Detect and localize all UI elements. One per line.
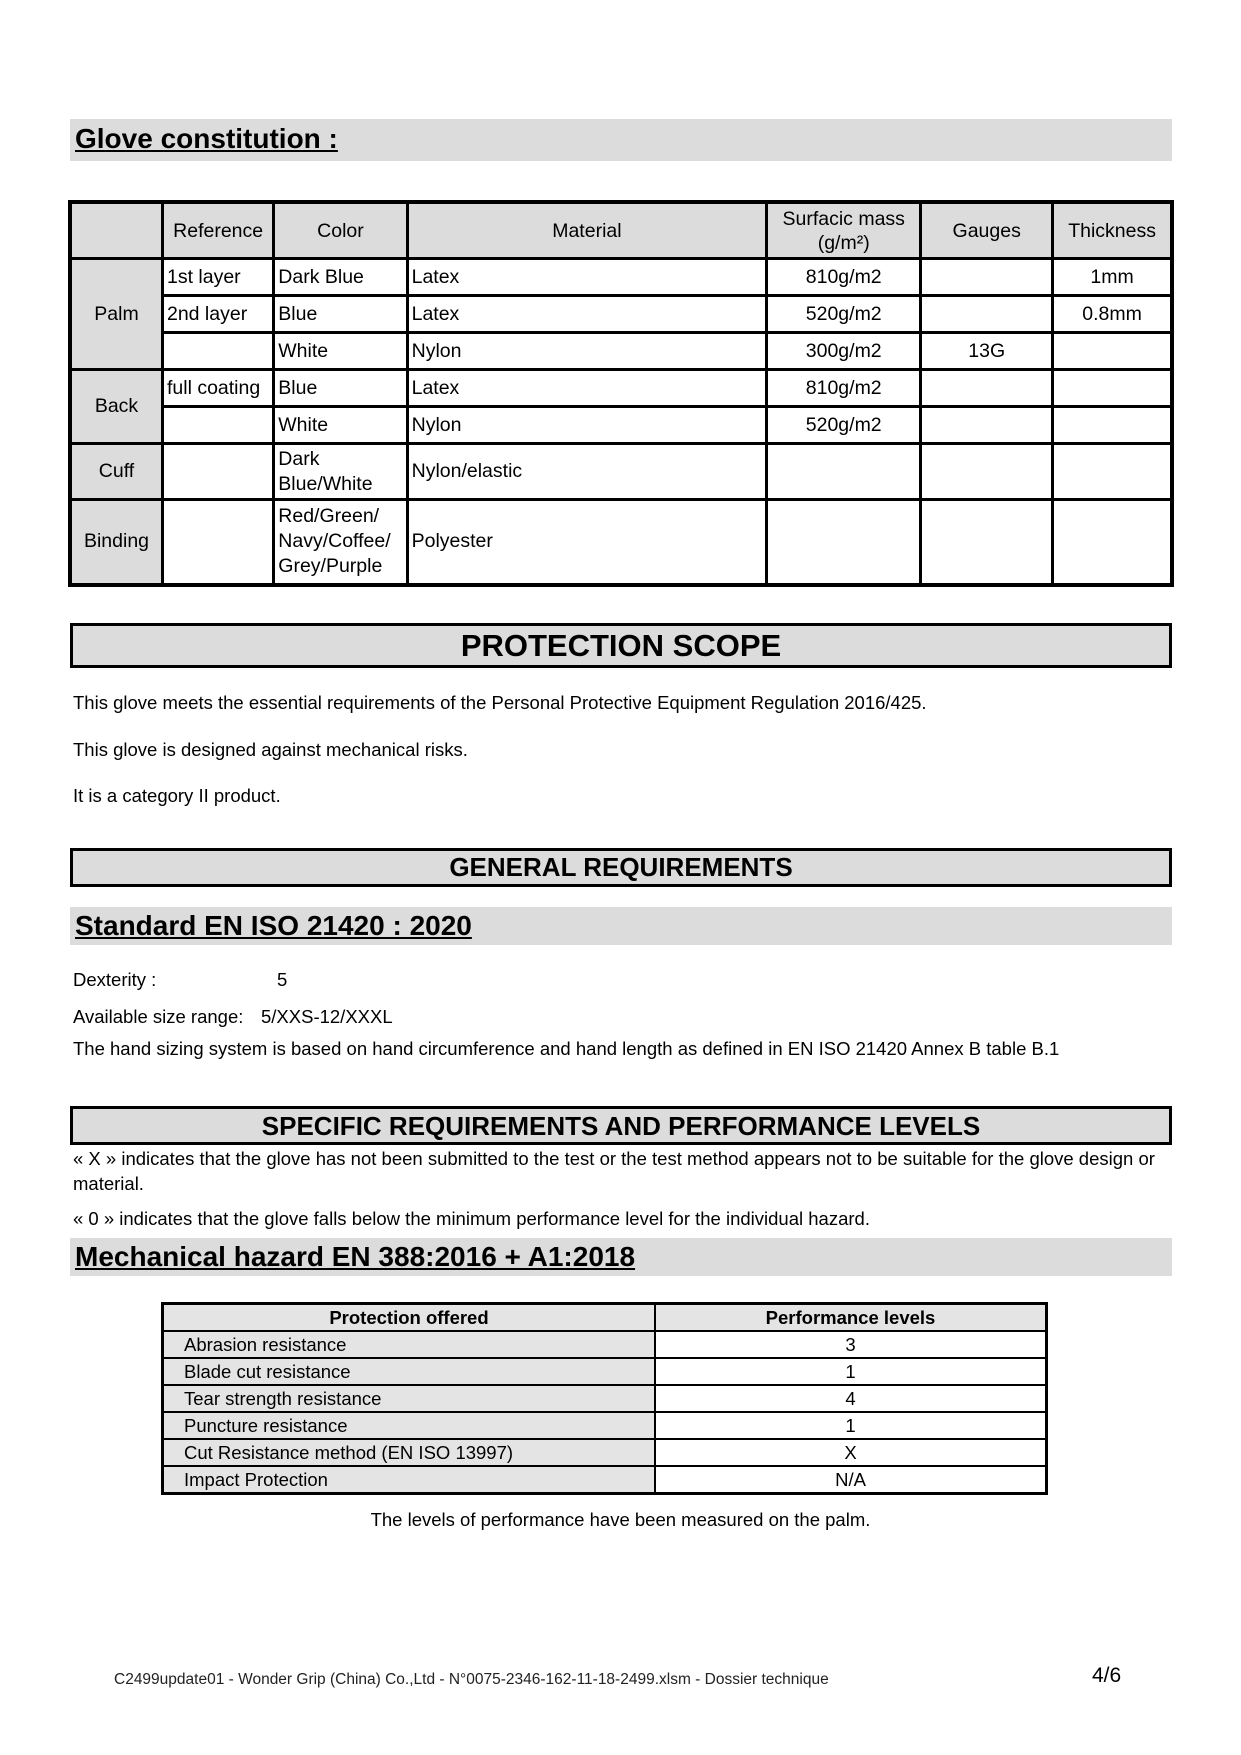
protection-label: Abrasion resistance [163, 1331, 656, 1358]
gauge-cell [921, 444, 1053, 500]
reference-cell [162, 444, 273, 500]
mass-cell: 810g/m2 [767, 370, 921, 407]
table-row [70, 296, 1172, 333]
sizing-note: The hand sizing system is based on hand circumference and hand length as defined in EN ISO 21420 Annex B table B.1 [73, 1038, 1060, 1059]
material-cell: Nylon/elastic [407, 444, 767, 500]
header-cell: Thickness [1053, 202, 1172, 259]
thickness-cell [1053, 500, 1172, 585]
standard-title: Standard EN ISO 21420 : 2020 [75, 910, 472, 941]
color-cell: Red/Green/ Navy/Coffee/ Grey/Purple [274, 500, 407, 585]
specific-requirements-title: SPECIFIC REQUIREMENTS AND PERFORMANCE LEVELS [70, 1106, 1172, 1145]
color-cell: White [274, 407, 407, 444]
protection-label: Cut Resistance method (EN ISO 13997) [163, 1439, 656, 1466]
gauge-cell [921, 500, 1053, 585]
material-cell: Latex [407, 370, 767, 407]
header-cell [70, 202, 162, 259]
mass-cell: 520g/m2 [767, 407, 921, 444]
protection-scope-title: PROTECTION SCOPE [70, 623, 1172, 668]
mass-cell [767, 500, 921, 585]
thickness-cell [1053, 370, 1172, 407]
color-cell: Blue [274, 370, 407, 407]
mechanical-footnote: The levels of performance have been measured on the palm. [370, 1509, 871, 1530]
glove-constitution-table [68, 200, 1174, 587]
header-cell: Gauges [921, 202, 1053, 259]
part-cell: Binding [70, 500, 162, 585]
color-cell: Blue [274, 296, 407, 333]
performance-value: X [655, 1439, 1047, 1466]
header-cell: Performance levels [655, 1304, 1047, 1332]
table-row [70, 333, 1172, 370]
table-header-row [163, 1304, 1047, 1332]
table-row [70, 407, 1172, 444]
performance-value: 3 [655, 1331, 1047, 1358]
mass-cell: 810g/m2 [767, 259, 921, 296]
size-range-value: 5/XXS-12/XXXL [261, 1006, 393, 1027]
mass-cell [767, 444, 921, 500]
table-header-row [70, 202, 1172, 259]
material-cell: Nylon [407, 407, 767, 444]
protection-scope-line: It is a category II product. [73, 785, 281, 806]
header-cell: Color [274, 202, 407, 259]
color-cell: Dark Blue [274, 259, 407, 296]
gauge-cell [921, 370, 1053, 407]
table-row [163, 1412, 1047, 1439]
material-cell: Polyester [407, 500, 767, 585]
protection-label: Tear strength resistance [163, 1385, 656, 1412]
thickness-cell [1053, 444, 1172, 500]
gauge-cell [921, 296, 1053, 333]
color-cell: White [274, 333, 407, 370]
table-row [70, 444, 1172, 500]
reference-cell [162, 500, 273, 585]
performance-value: 1 [655, 1412, 1047, 1439]
performance-value: 4 [655, 1385, 1047, 1412]
header-cell: Material [407, 202, 767, 259]
protection-label: Blade cut resistance [163, 1358, 656, 1385]
table-row [163, 1358, 1047, 1385]
header-cell: Reference [162, 202, 273, 259]
mechanical-table [161, 1302, 1048, 1495]
gauge-cell: 13G [921, 333, 1053, 370]
gauge-cell [921, 407, 1053, 444]
reference-cell: 2nd layer [162, 296, 273, 333]
reference-cell [162, 333, 273, 370]
material-cell: Latex [407, 296, 767, 333]
standard-header [70, 907, 1172, 945]
note-0: « 0 » indicates that the glove falls below the minimum performance level for the individual hazard. [73, 1208, 870, 1229]
page-number: 4/6 [1092, 1664, 1122, 1687]
table-row [163, 1331, 1047, 1358]
protection-scope-line: This glove meets the essential requirements of the Personal Protective Equipment Regulation 2016/425. [73, 692, 927, 713]
thickness-cell [1053, 333, 1172, 370]
mass-cell: 520g/m2 [767, 296, 921, 333]
reference-cell: 1st layer [162, 259, 273, 296]
material-cell: Nylon [407, 333, 767, 370]
table-row [70, 259, 1172, 296]
thickness-cell: 1mm [1053, 259, 1172, 296]
general-requirements-title: GENERAL REQUIREMENTS [70, 848, 1172, 887]
protection-scope-line: This glove is designed against mechanical risks. [73, 739, 468, 760]
protection-label: Puncture resistance [163, 1412, 656, 1439]
material-cell: Latex [407, 259, 767, 296]
mechanical-header [70, 1238, 1172, 1276]
footer-text: C2499update01 - Wonder Grip (China) Co.,Ltd - N°0075-2346-162-11-18-2499.xlsm - Dossier technique [114, 1671, 829, 1688]
dexterity-value: 5 [277, 969, 288, 990]
gauge-cell [921, 259, 1053, 296]
reference-cell: full coating [162, 370, 273, 407]
table-row [163, 1439, 1047, 1466]
part-cell: Palm [70, 259, 162, 370]
mass-cell: 300g/m2 [767, 333, 921, 370]
mechanical-title: Mechanical hazard EN 388:2016 + A1:2018 [75, 1241, 636, 1272]
thickness-cell [1053, 407, 1172, 444]
table-row [163, 1385, 1047, 1412]
glove-constitution-title: Glove constitution : [75, 123, 338, 154]
reference-cell [162, 407, 273, 444]
part-cell: Back [70, 370, 162, 444]
header-cell: Surfacic mass (g/m²) [767, 202, 921, 259]
table-row [70, 370, 1172, 407]
dexterity-label: Dexterity : [73, 969, 157, 990]
color-cell: Dark Blue/White [274, 444, 407, 500]
size-range-label: Available size range: [73, 1006, 244, 1027]
header-cell: Protection offered [163, 1304, 656, 1332]
table-row [163, 1466, 1047, 1494]
performance-value: 1 [655, 1358, 1047, 1385]
part-cell: Cuff [70, 444, 162, 500]
glove-constitution-header [70, 119, 1172, 161]
note-x: « X » indicates that the glove has not been submitted to the test or the test method appears not to be suitable for the glove design or material. [73, 1148, 1155, 1194]
thickness-cell: 0.8mm [1053, 296, 1172, 333]
table-row [70, 500, 1172, 585]
performance-value: N/A [655, 1466, 1047, 1494]
protection-label: Impact Protection [163, 1466, 656, 1494]
